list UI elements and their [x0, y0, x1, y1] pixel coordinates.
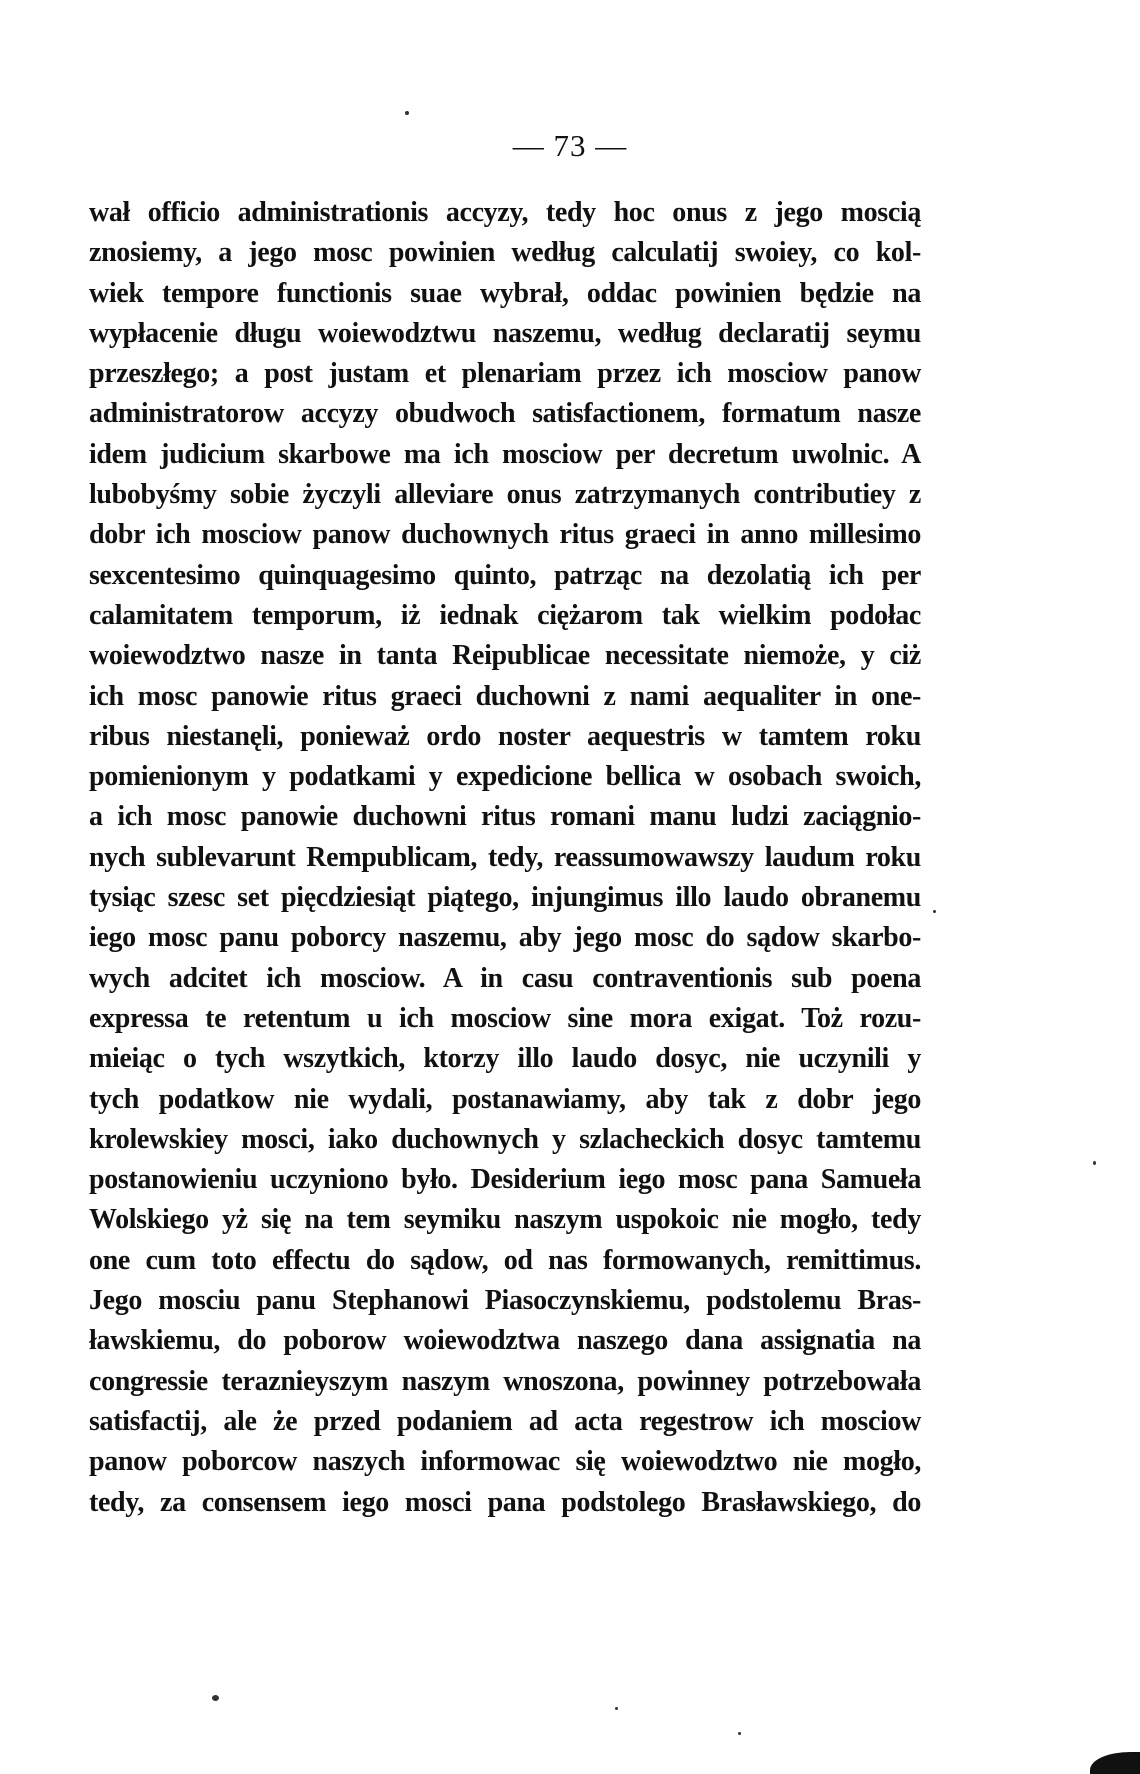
text-line: mieiąc o tych wszytkich, ktorzy illo laudo dosyc, nie uczynili y — [89, 1043, 921, 1075]
scan-speck — [615, 1707, 618, 1710]
scan-speck — [738, 1732, 741, 1735]
text-line: wał officio administrationis accyzy, tedy hoc onus z jego moscią — [89, 197, 921, 228]
text-line: administratorow accyzy obudwoch satisfactionem, formatum nasze — [89, 398, 921, 430]
text-line: Wolskiego yż się na tem seymiku naszym uspokoic nie mogło, tedy — [89, 1204, 921, 1236]
text-line: wych adcitet ich mosciow. A in casu contraventionis sub poena — [89, 962, 921, 994]
text-line: panow poborcow naszych informowac się woiewodztwo nie mogło, — [89, 1446, 921, 1478]
text-line: wiek tempore functionis suae wybrał, oddac powinien będzie na — [89, 277, 921, 309]
text-line: tych podatkow nie wydali, postanawiamy, aby tak z dobr jego — [89, 1083, 921, 1115]
text-line: iego mosc panu poborcy naszemu, aby jego mosc do sądow skarbo- — [89, 922, 921, 954]
text-line: a ich mosc panowie duchowni ritus romani manu ludzi zaciągnio- — [89, 801, 921, 833]
scan-speck — [1093, 1161, 1096, 1165]
text-line: one cum toto effectu do sądow, od nas formowanych, remittimus. — [89, 1244, 921, 1276]
scan-corner-blot — [1090, 1752, 1140, 1774]
text-line: lubobyśmy sobie życzyli alleviare onus zatrzymanych contributiey z — [89, 479, 921, 511]
text-line: congressie teraznieyszym naszym wnoszona, powinney potrzebowała — [89, 1365, 921, 1397]
text-line: dobr ich mosciow panow duchownych ritus graeci in anno millesimo — [89, 519, 921, 551]
text-line: ich mosc panowie ritus graeci duchowni z nami aequaliter in one- — [89, 680, 921, 712]
text-line: wypłacenie długu woiewodztwu naszemu, według declaratij seymu — [89, 317, 921, 349]
scan-speck — [933, 910, 936, 913]
text-line: ławskiemu, do poborow woiewodztwa naszego dana assignatia na — [89, 1325, 921, 1357]
scan-speck — [405, 111, 409, 115]
body-text — [89, 193, 921, 1523]
text-line: znosiemy, a jego mosc powinien według calculatij swoiey, co kol- — [89, 237, 921, 269]
text-line: ribus niestanęli, ponieważ ordo noster aequestris w tamtem roku — [89, 720, 921, 752]
text-line: pomienionym y podatkami y expedicione bellica w osobach swoich, — [89, 761, 921, 793]
text-line: woiewodztwo nasze in tanta Reipublicae necessitate niemoże, y ciż — [89, 640, 921, 672]
text-line: przeszłego; a post justam et plenariam przez ich mosciow panow — [89, 358, 921, 390]
text-line: idem judicium skarbowe ma ich mosciow per decretum uwolnic. A — [89, 438, 921, 470]
text-line: nych sublevarunt Rempublicam, tedy, reassumowawszy laudum roku — [89, 841, 921, 873]
page-number: — 73 — — [512, 128, 628, 163]
text-line: calamitatem temporum, iż iednak ciężarom tak wielkim podołac — [89, 599, 921, 631]
text-line: postanowieniu uczyniono było. Desiderium iego mosc pana Samueła — [89, 1164, 921, 1196]
scan-speck — [212, 1695, 219, 1701]
text-line: satisfactij, ale że przed podaniem ad acta regestrow ich mosciow — [89, 1405, 921, 1437]
text-line: expressa te retentum u ich mosciow sine mora exigat. Toż rozu- — [89, 1002, 921, 1034]
text-line: tedy, za consensem iego mosci pana podstolego Brasławskiego, do — [89, 1486, 921, 1518]
text-line: sexcentesimo quinquagesimo quinto, patrząc na dezolatią ich per — [89, 559, 921, 591]
text-line: Jego mosciu panu Stephanowi Piasoczynskiemu, podstolemu Bras- — [89, 1285, 921, 1317]
text-line: tysiąc szesc set pięcdziesiąt piątego, injungimus illo laudo obranemu — [89, 882, 921, 914]
text-line: krolewskiey mosci, iako duchownych y szlacheckich dosyc tamtemu — [89, 1123, 921, 1155]
